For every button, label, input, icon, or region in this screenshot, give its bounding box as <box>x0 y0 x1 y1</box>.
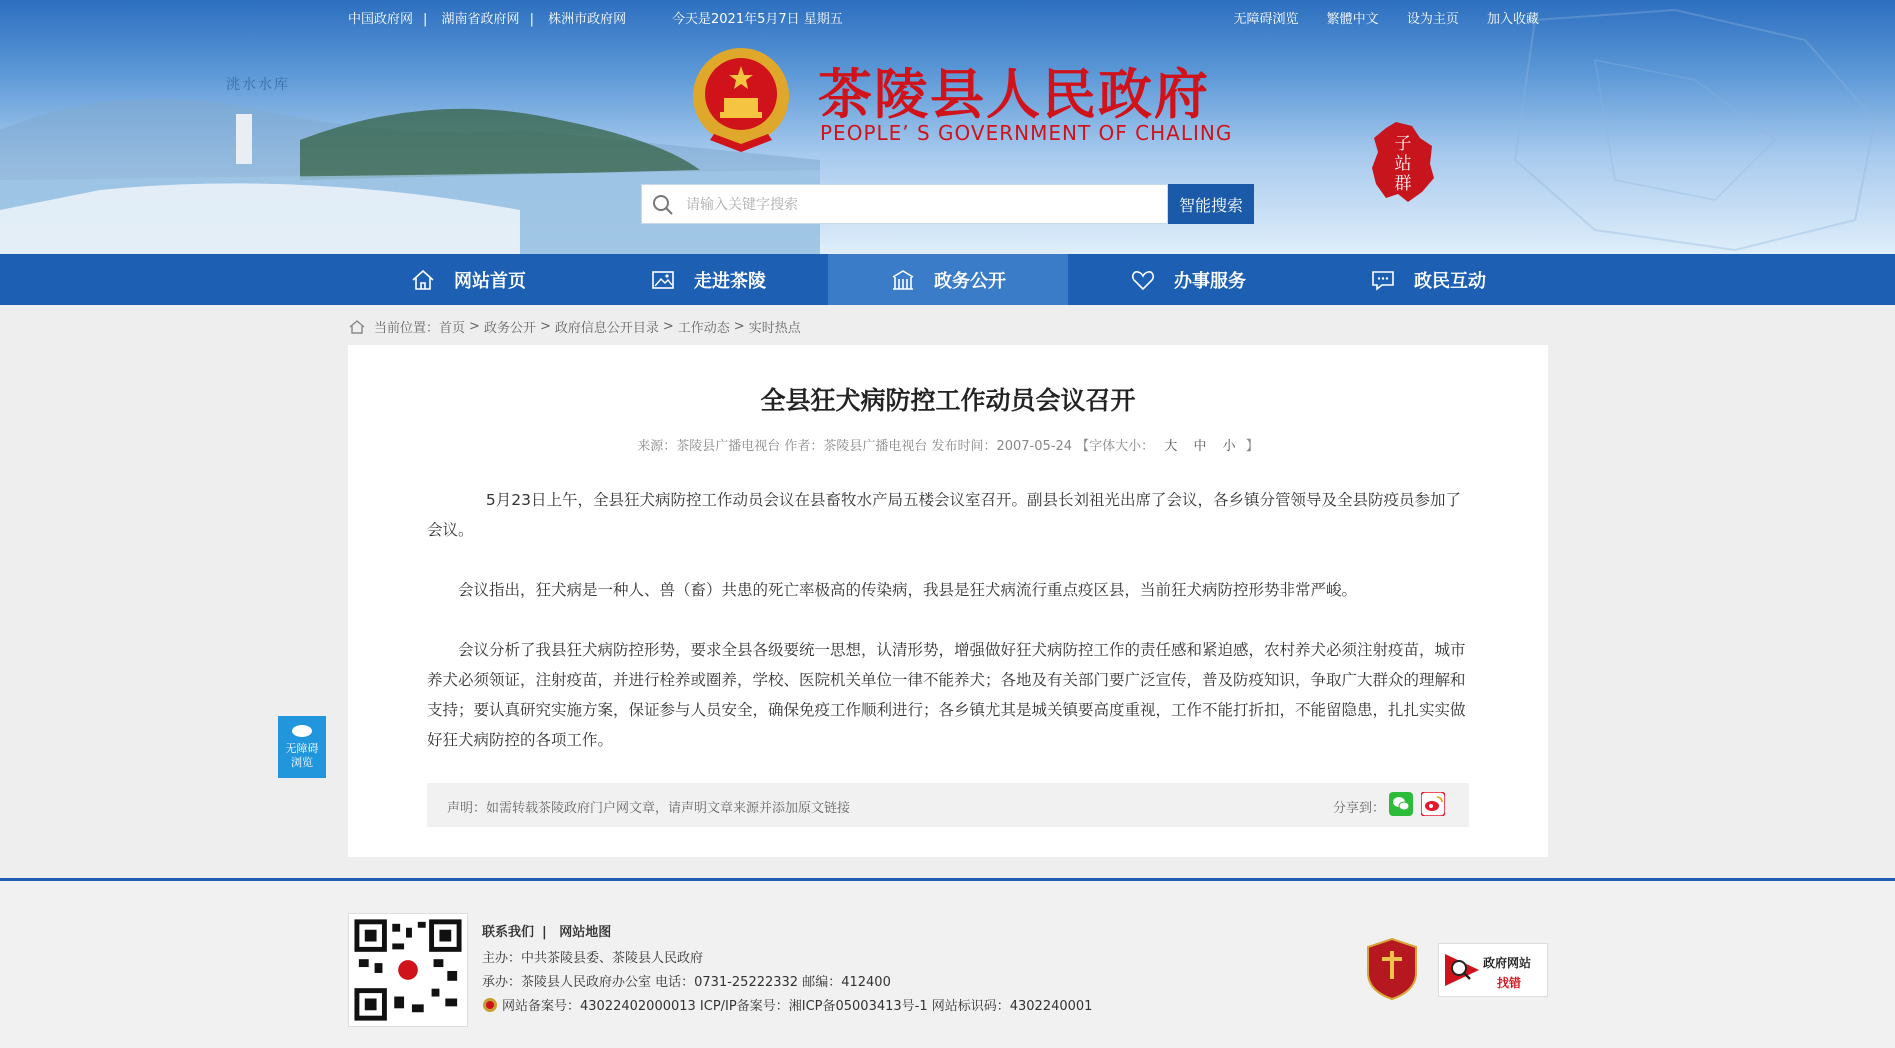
subsite-group-label[interactable]: 子 站 群 <box>1394 134 1412 194</box>
share-label: 分享到： <box>1333 801 1386 816</box>
gov-site-find-error-button[interactable] <box>1438 943 1548 997</box>
search-icon <box>652 194 674 216</box>
set-homepage-link[interactable]: 设为主页 <box>1406 12 1459 27</box>
magnifier-icon <box>1443 950 1483 990</box>
nav-interaction[interactable]: 政民互动 <box>1308 254 1548 305</box>
breadcrumb-gov-affairs[interactable]: 政务公开 <box>483 321 536 336</box>
contact-us-link[interactable]: 联系我们 <box>482 925 535 940</box>
site-subtitle: PEOPLE’ S GOVERNMENT OF CHALING <box>820 121 1233 145</box>
breadcrumb-work-news[interactable]: 工作动态 <box>677 321 730 336</box>
search-box <box>641 184 1168 224</box>
nav-about-chaling[interactable]: 走进茶陵 <box>588 254 828 305</box>
breadcrumb-info-catalog[interactable]: 政府信息公开目录 <box>554 321 659 336</box>
breadcrumb-home[interactable]: 首页 <box>439 321 466 336</box>
building-icon <box>890 267 916 293</box>
article-paragraph: 会议分析了我县狂犬病防控形势，要求全县各级要统一思想，认清形势，增强做好狂犬病防控工作的责任感和紧迫感，农村养犬必须注射疫苗，城市养犬必须领证，注射疫苗，并进行栓养或圈养，学校、医院机关单位一律不能养犬；各地及有关部门要广泛宣传，普及防疫知识，争取广大群众的理解和支持；要认真研究实施方案，保证参与人员安全，确保免疫工作顺利进行；各乡镇尤其是城关镇要高度重视，工作不能打折扣，不能留隐患，扎扎实实做好狂犬病防控的各项工作。 <box>427 641 1466 749</box>
find-error-subtitle: 找错 <box>1497 976 1522 990</box>
footer-record: 网站备案号：43022402000013 ICP/IP备案号：湘ICP备05003413号-1 网站标识码：4302240001 <box>482 995 1092 1014</box>
article-title: 全县狂犬病防控工作动员会议召开 <box>760 386 1136 415</box>
smart-search-button[interactable]: 智能搜索 <box>1168 184 1254 224</box>
footer-host: 主办：中共茶陵县委、茶陵县人民政府 <box>482 951 704 966</box>
county-map-background <box>1475 0 1895 254</box>
site-header <box>0 0 1895 254</box>
link-zhuzhou-gov[interactable]: 株洲市政府网 <box>548 12 627 27</box>
traditional-chinese-link[interactable]: 繁體中文 <box>1326 12 1379 27</box>
breadcrumb: 当前位置： 首页 > 政务公开 > 政府信息公开目录 > 工作动态 > 实时热点 <box>348 317 801 336</box>
article-source-info: 来源：茶陵县广播电视台 作者：茶陵县广播电视台 发布时间：2007-05-24 <box>637 439 1073 454</box>
nav-services[interactable]: 办事服务 <box>1068 254 1308 305</box>
link-china-gov[interactable]: 中国政府网 <box>348 12 414 27</box>
picture-icon <box>650 267 676 293</box>
current-date: 今天是2021年5月7日 星期五 <box>672 12 843 27</box>
article-body <box>427 485 1469 785</box>
article-card <box>348 345 1548 857</box>
add-favorite-link[interactable]: 加入收藏 <box>1486 12 1539 27</box>
nav-home[interactable]: 网站首页 <box>348 254 588 305</box>
article-meta <box>348 435 1548 454</box>
reprint-notice-text: 声明：如需转载茶陵政府门户网文章，请声明文章来源并添加原文链接 <box>447 801 851 816</box>
home-icon <box>410 267 436 293</box>
font-size-label-close: 】 <box>1245 439 1259 454</box>
home-icon <box>348 318 366 336</box>
breadcrumb-hot-topics[interactable]: 实时热点 <box>748 321 801 336</box>
heart-icon <box>1130 267 1156 293</box>
font-size-small[interactable]: 小 <box>1222 439 1236 454</box>
font-size-medium[interactable]: 中 <box>1193 439 1207 454</box>
chat-icon <box>1370 267 1396 293</box>
search-input[interactable] <box>686 193 1156 217</box>
main-nav <box>0 254 1895 305</box>
accessible-browse-link[interactable]: 无障碍浏览 <box>1233 12 1299 27</box>
breadcrumb-prefix: 当前位置： <box>374 321 440 336</box>
site-title: 茶陵县人民政府 <box>818 62 1210 126</box>
police-badge-icon <box>482 997 498 1013</box>
article-paragraph: 会议指出，狂犬病是一种人、兽（畜）共患的死亡率极高的传染病，我县是狂犬病流行重点疫区县，当前狂犬病防控形势非常严峻。 <box>458 581 1358 599</box>
qr-code-image <box>348 913 468 1027</box>
nav-gov-affairs[interactable]: 政务公开 <box>828 254 1068 305</box>
site-footer <box>0 878 1895 1048</box>
link-hunan-gov[interactable]: 湖南省政府网 <box>441 12 520 27</box>
font-size-large[interactable]: 大 <box>1164 439 1178 454</box>
article-paragraph: 5月23日上午，全县狂犬病防控工作动员会议在县畜牧水产局五楼会议室召开。副县长刘祖光出席了会议，各乡镇分管领导及全县防疫员参加了会议。 <box>427 491 1461 539</box>
accessibility-label-line1: 无障碍 <box>285 742 319 755</box>
footer-organizer: 承办：茶陵县人民政府办公室 电话：0731-25222332 邮编：412400 <box>482 975 891 990</box>
reprint-notice <box>427 783 1469 827</box>
accessibility-float-button[interactable] <box>278 716 326 778</box>
sitemap-link[interactable]: 网站地图 <box>559 925 612 940</box>
weibo-share-icon[interactable] <box>1421 792 1445 816</box>
footer-links: 联系我们 | 网站地图 <box>482 925 612 940</box>
lake-label: 洮水水库 <box>226 77 290 93</box>
wechat-share-icon[interactable] <box>1389 792 1413 816</box>
national-emblem-icon <box>690 44 792 156</box>
eye-icon <box>291 724 313 738</box>
find-error-title: 政府网站 <box>1483 956 1532 970</box>
top-right-links <box>1210 8 1539 27</box>
accessibility-label-line2: 浏览 <box>291 756 313 769</box>
font-size-label: 【字体大小： <box>1076 439 1155 454</box>
party-gov-organ-badge-icon[interactable] <box>1364 937 1420 1001</box>
top-gov-links: 中国政府网 | 湖南省政府网 | 株洲市政府网 <box>348 12 627 27</box>
